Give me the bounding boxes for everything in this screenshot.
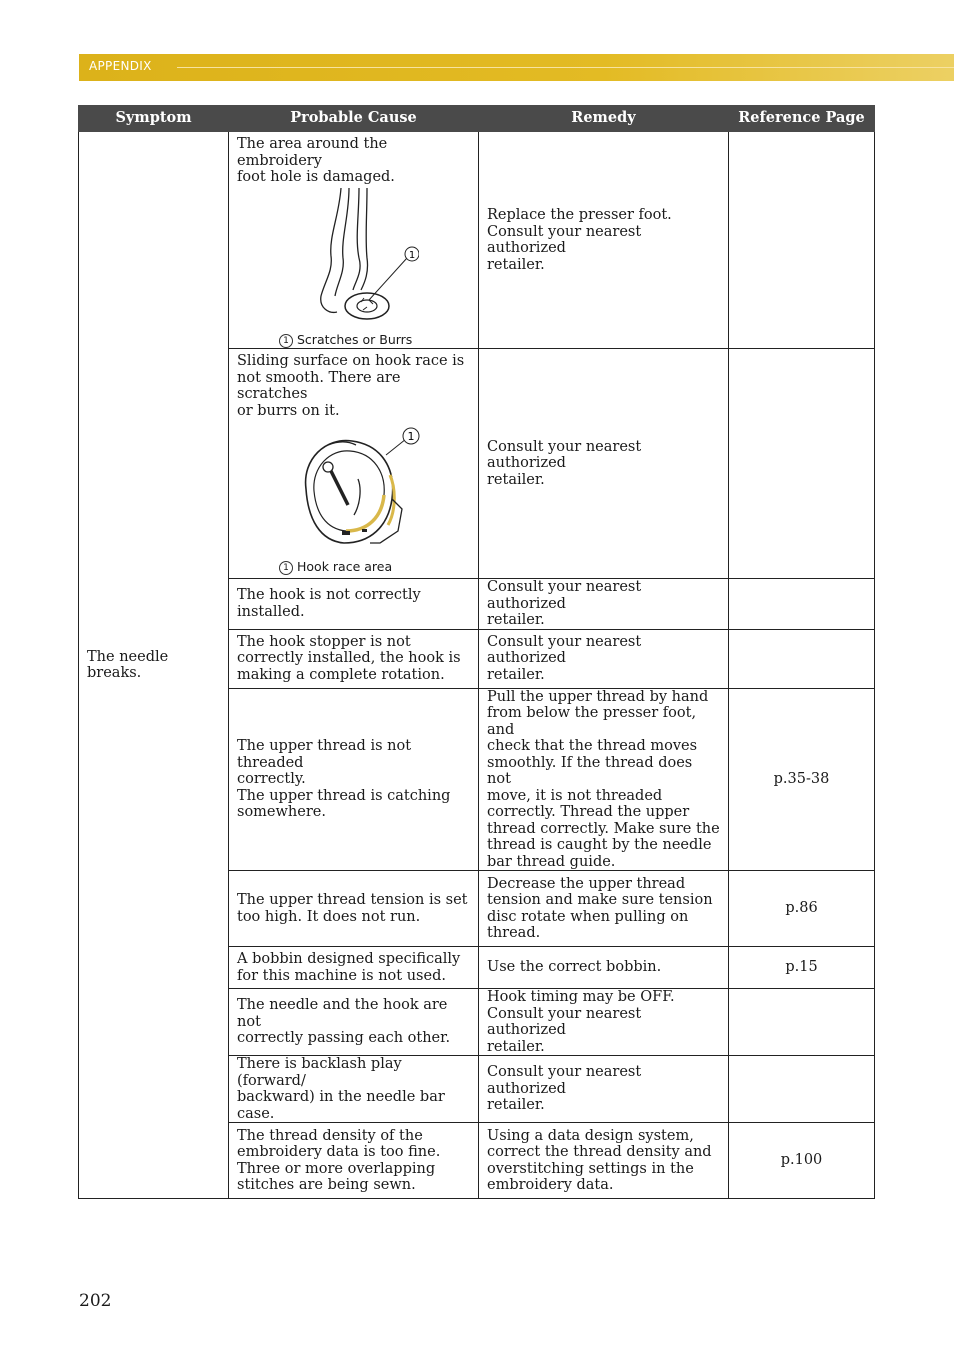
page-number: 202	[79, 1291, 112, 1311]
symptom-cell: The needle breaks.	[79, 132, 229, 1199]
cause-cell: The thread density of the embroidery data is too fine. Three or more overlapping stitches are being sewn.	[229, 1123, 479, 1199]
remedy-cell: Hook timing may be OFF. Consult your nearest authorized retailer.	[479, 989, 729, 1056]
reference-cell: p.86	[729, 871, 875, 947]
cause-cell: The needle and the hook are not correctly passing each other.	[229, 989, 479, 1056]
callout-number: 1	[408, 249, 415, 261]
cause-cell: There is backlash play (forward/ backward) in the needle bar case.	[229, 1056, 479, 1123]
cause-text: The area around the embroidery foot hole is damaged.	[237, 136, 395, 185]
section-header-band	[79, 54, 954, 81]
column-header-reference-page: Reference Page	[729, 106, 875, 132]
reference-cell	[729, 132, 875, 349]
remedy-cell: Using a data design system, correct the thread density and overstitching settings in the embroidery data.	[479, 1123, 729, 1199]
caption-text: Scratches or Burrs	[297, 331, 413, 347]
cause-cell: A bobbin designed specifically for this machine is not used.	[229, 947, 479, 989]
figure-caption	[279, 559, 470, 576]
figure-caption	[279, 332, 470, 349]
cause-text: Sliding surface on hook race is not smooth. There are scratches or burrs on it.	[237, 353, 465, 419]
caption-text: Hook race area	[297, 559, 393, 574]
reference-cell: p.100	[729, 1123, 875, 1199]
header-rule	[177, 67, 954, 68]
embroidery-foot-illustration	[289, 186, 419, 332]
remedy-cell: Consult your nearest authorized retailer.	[479, 579, 729, 630]
remedy-cell: Consult your nearest authorized retailer.	[479, 629, 729, 688]
reference-cell: p.35-38	[729, 688, 875, 871]
cause-cell	[229, 349, 479, 579]
troubleshooting-table	[78, 105, 875, 1199]
column-header-remedy: Remedy	[479, 106, 729, 132]
hook-race-illustration	[284, 419, 424, 559]
cause-cell: The upper thread is not threaded correctly. The upper thread is catching somewhere.	[229, 688, 479, 871]
remedy-cell: Decrease the upper thread tension and make sure tension disc rotate when pulling on thread.	[479, 871, 729, 947]
table-header-row	[79, 106, 875, 132]
remedy-cell: Use the correct bobbin.	[479, 947, 729, 989]
table-row	[79, 132, 875, 349]
remedy-cell: Pull the upper thread by hand from below the presser foot, and check that the thread moves smoothly. If the thread does not move, it is not threaded correctly. Thread the upper thread correctly. Make sure the thread is caught by the needle bar thread guide.	[479, 688, 729, 871]
section-label: APPENDIX	[89, 59, 152, 73]
column-header-symptom: Symptom	[79, 106, 229, 132]
cause-cell: The hook is not correctly installed.	[229, 579, 479, 630]
reference-cell	[729, 989, 875, 1056]
column-header-probable-cause: Probable Cause	[229, 106, 479, 132]
reference-cell	[729, 629, 875, 688]
reference-cell: p.15	[729, 947, 875, 989]
reference-cell	[729, 349, 875, 579]
cause-cell: The hook stopper is not correctly installed, the hook is making a complete rotation.	[229, 629, 479, 688]
cause-cell	[229, 132, 479, 349]
remedy-cell: Replace the presser foot. Consult your nearest authorized retailer.	[479, 132, 729, 349]
callout-number: 1	[407, 430, 414, 443]
cause-cell: The upper thread tension is set too high. It does not run.	[229, 871, 479, 947]
remedy-cell: Consult your nearest authorized retailer.	[479, 1056, 729, 1123]
reference-cell	[729, 1056, 875, 1123]
remedy-cell: Consult your nearest authorized retailer.	[479, 349, 729, 579]
reference-cell	[729, 579, 875, 630]
caption-number: 1	[279, 561, 293, 575]
caption-number: 1	[279, 334, 293, 348]
